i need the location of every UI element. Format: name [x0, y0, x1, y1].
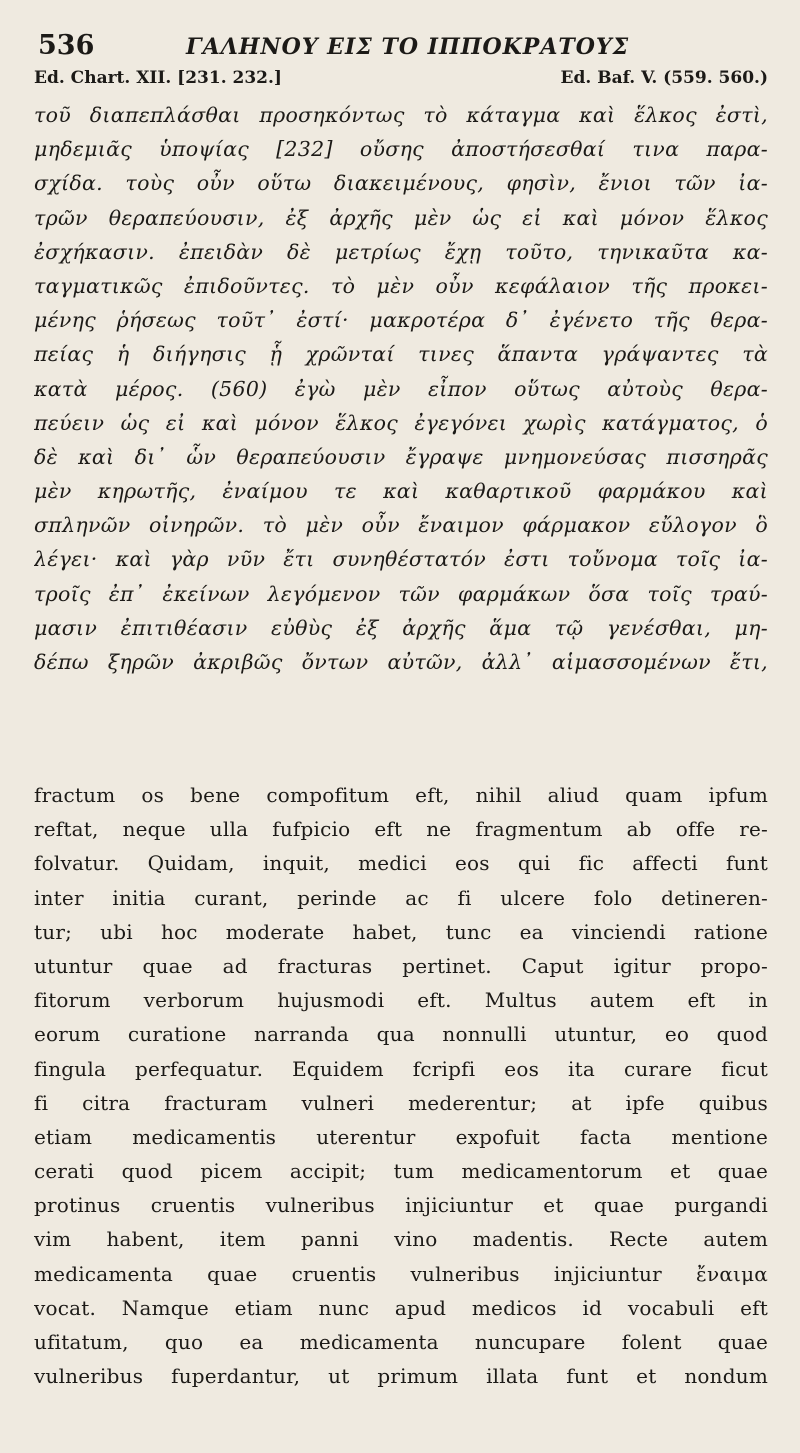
page-number: 536	[38, 30, 95, 61]
greek-text-line: μηδεμιᾶς ὑποψίας [232] οὔσης ἀποστήσεσθαί τινα παρα-	[34, 137, 768, 162]
latin-text-line: tur; ubi hoc moderate habet, tunc ea vinciendi ratione	[34, 919, 768, 944]
greek-text-line: μὲν κηρωτῆς, ἐναίμου τε καὶ καθαρτικοῦ φαρμάκου καὶ	[34, 479, 768, 504]
running-title: ΓΑΛΗΝΟΥ ΕΙΣ ΤΟ ΙΠΠΟΚΡΑΤΟΥΣ	[186, 34, 630, 60]
greek-text-line: ἐσχήκασιν. ἐπειδὰν δὲ μετρίως ἔχῃ τοῦτο, τηνικαῦτα κα-	[34, 239, 768, 264]
latin-text-line: vim habent, item panni vino madentis. Recte autem	[34, 1227, 768, 1252]
greek-text-line: λέγει· καὶ γὰρ νῦν ἔτι συνηθέστατόν ἐστι τοὔνομα τοῖς ἰα-	[34, 547, 768, 572]
greek-text-line: σχίδα. τοὺς οὖν οὕτω διακειμένους, φησὶν, ἔνιοι τῶν ἰα-	[34, 171, 768, 196]
greek-text-block	[34, 98, 768, 679]
latin-text-line: reftat, neque ulla fufpicio eft ne fragmentum ab offe re-	[34, 817, 768, 842]
greek-text-line: δὲ καὶ δι᾽ ὧν θεραπεύουσιν ἔγραψε μνημονεύσας πισσηρᾶς	[34, 444, 768, 469]
greek-text-line: τοῦ διαπεπλάσθαι προσηκόντως τὸ κάταγμα καὶ ἕλκος ἐστὶ,	[34, 103, 768, 127]
latin-text-line: fitorum verborum hujusmodi eft. Multus autem eft in	[34, 988, 768, 1013]
page-header	[38, 26, 768, 66]
latin-text-block	[34, 778, 768, 1393]
latin-text-line: fi citra fracturam vulneri mederentur; at ipfe quibus	[34, 1090, 768, 1115]
greek-text-line: μασιν ἐπιτιθέασιν εὐθὺς ἐξ ἀρχῆς ἅμα τῷ γενέσθαι, μη-	[34, 615, 768, 640]
latin-text-line: medicamenta quae cruentis vulneribus injiciuntur ἔναιμα	[34, 1261, 768, 1286]
edition-reference-basel: Ed. Baf. V. (559. 560.)	[560, 68, 768, 88]
latin-text-line: ufitatum, quo ea medicamenta nuncupare folent quae	[34, 1330, 768, 1354]
latin-text-line: utuntur quae ad fracturas pertinet. Caput igitur propo-	[34, 953, 768, 978]
greek-text-line: πεύειν ὡς εἰ καὶ μόνον ἕλκος ἐγεγόνει χωρὶς κατάγματος, ὁ	[34, 410, 768, 435]
latin-text-line: inter initia curant, perinde ac fi ulcere folo detineren-	[34, 885, 768, 910]
latin-text-line: etiam medicamentis uterentur expofuit facta mentione	[34, 1124, 768, 1149]
greek-text-line: σπληνῶν οἰνηρῶν. τὸ μὲν οὖν ἔναιμον φάρμακον εὔλογον ὃ	[34, 513, 768, 538]
greek-text-line: δέπω ξηρῶν ἀκριβῶς ὄντων αὐτῶν, ἀλλ᾽ αἱμασσομένων ἔτι,	[34, 650, 768, 674]
greek-text-line: ταγματικῶς ἐπιδοῦντες. τὸ μὲν οὖν κεφάλαιον τῆς προκει-	[34, 273, 768, 298]
edition-reference-line	[34, 68, 768, 94]
latin-text-line: fingula perfequatur. Equidem fcripfi eos ita curare ficut	[34, 1056, 768, 1081]
greek-text-line: πείας ἡ διήγησις ᾗ χρῶνταί τινες ἅπαντα γράψαντες τὰ	[34, 342, 768, 367]
latin-text-line: fractum os bene compofitum eft, nihil aliud quam ipfum	[34, 783, 768, 807]
latin-text-line: folvatur. Quidam, inquit, medici eos qui fic affecti funt	[34, 851, 768, 876]
edition-reference-chartier: Ed. Chart. XII. [231. 232.]	[34, 68, 282, 88]
latin-text-line: vulneribus fuperdantur, ut primum illata funt et nondum	[34, 1364, 768, 1389]
greek-text-line: τρῶν θεραπεύουσιν, ἐξ ἀρχῆς μὲν ὡς εἰ καὶ μόνον ἕλκος	[34, 205, 768, 230]
latin-text-line: eorum curatione narranda qua nonnulli utuntur, eo quod	[34, 1022, 768, 1047]
latin-text-line: cerati quod picem accipit; tum medicamentorum et quae	[34, 1159, 768, 1184]
latin-text-line: vocat. Namque etiam nunc apud medicos id vocabuli eft	[34, 1295, 768, 1320]
greek-text-line: μένης ῥήσεως τοῦτ᾽ ἐστί· μακροτέρα δ᾽ ἐγένετο τῆς θερα-	[34, 308, 768, 333]
greek-text-line: κατὰ μέρος. (560) ἐγὼ μὲν εἶπον οὕτως αὐτοὺς θερα-	[34, 376, 768, 401]
greek-text-line: τροῖς ἐπ᾽ ἐκείνων λεγόμενον τῶν φαρμάκων ὅσα τοῖς τραύ-	[34, 581, 768, 606]
latin-text-line: protinus cruentis vulneribus injiciuntur et quae purgandi	[34, 1193, 768, 1218]
